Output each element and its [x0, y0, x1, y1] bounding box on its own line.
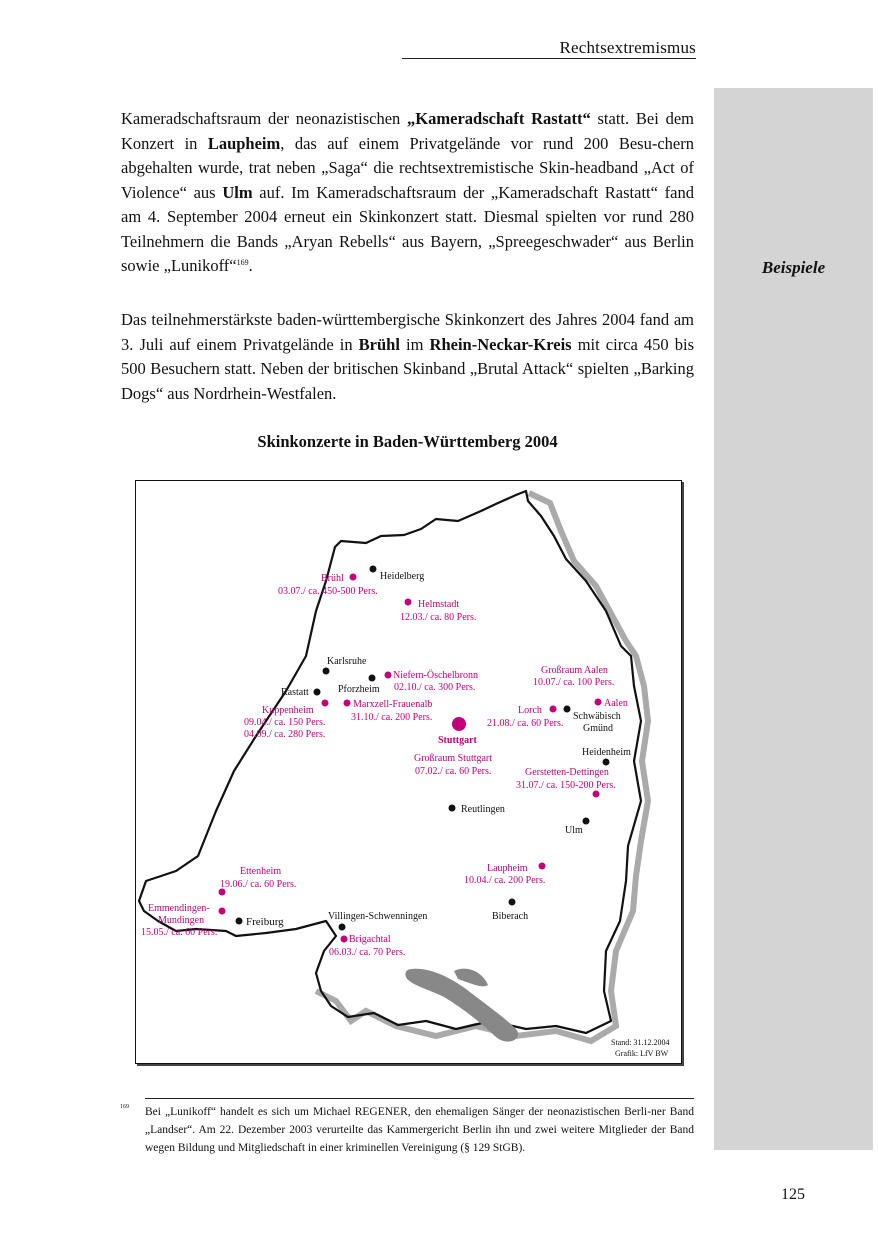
concert-info-gerstetten: 31.07./ ca. 150-200 Pers.: [516, 780, 616, 791]
bold-term: Laupheim: [207, 133, 281, 153]
city-label-rastatt: Rastatt: [281, 687, 309, 698]
concert-marker-emmendingen: [219, 908, 226, 915]
text-run: mit circa 450 bis 500 Besuchern statt. Neben der britischen Skinband „Brutal Attack“ spielten „Barking Dogs“ aus Nordrhein-Westfalen.: [121, 334, 695, 403]
concert-info-laupheim: 10.04./ ca. 200 Pers.: [464, 875, 546, 886]
concert-marker-aalen: [595, 699, 602, 706]
concert-info-helmstadt: 12.03./ ca. 80 Pers.: [400, 612, 477, 623]
footnote-reference[interactable]: 169: [236, 258, 249, 267]
city-marker-rastatt: [314, 689, 321, 696]
concert-label-grossraum-aalen: Großraum Aalen: [541, 665, 608, 676]
concert-label-bruehl: Brühl: [321, 573, 344, 584]
concert-marker-kuppenheim: [322, 700, 329, 707]
bold-term: Brühl: [358, 334, 400, 354]
text-run: auf. Im Kameradschaftsraum der „Kameradschaft Rastatt“ fand am 4. September 2004 erneut ein Skinkonzert statt. Diesmal spielten vor rund 280 Teilnehmern die Bands „Aryan Rebells“ aus Bayern, „Spreegeschwader“ aus Berlin sowie „Lunikoff“: [121, 182, 694, 275]
concert-info-niefern: 02.10./ ca. 300 Pers.: [394, 682, 476, 693]
concert-label-ettenheim: Ettenheim: [240, 866, 282, 877]
map-stand: Stand: 31.12.2004: [611, 1038, 670, 1047]
city-marker-biberach: [509, 899, 516, 906]
city-label-pforzheim: Pforzheim: [338, 684, 380, 695]
concert-area-stuttgart: Großraum Stuttgart: [414, 753, 493, 764]
text-run: statt. Bei dem Konzert in: [121, 109, 694, 153]
city-label-freiburg: Freiburg: [246, 916, 284, 928]
concert-label-emmendingen: Emmendingen-: [148, 903, 210, 914]
header-rule: [402, 58, 696, 59]
page-number: 125: [781, 1186, 805, 1203]
city-label-karlsruhe: Karlsruhe: [327, 656, 367, 667]
city-label-heidelberg: Heidelberg: [380, 571, 425, 582]
concert-marker-stuttgart: [452, 717, 466, 731]
concert-label-marxzell: Marxzell-Frauenalb: [353, 699, 433, 710]
text-run: .: [248, 256, 253, 275]
map-label-layer: [136, 481, 681, 1063]
concert-marker-laupheim: [539, 863, 546, 870]
map-credit: Grafik: LfV BW: [615, 1049, 669, 1058]
city-marker-heidenheim: [603, 759, 610, 766]
concert-label-mundingen: Mundingen: [158, 915, 205, 926]
city-marker-schwaebisch-gmuend: [564, 706, 571, 713]
city-marker-ulm: [583, 818, 590, 825]
map-figure: [135, 480, 682, 1064]
concert-marker-niefern: [385, 672, 392, 679]
paragraph-1: [121, 107, 694, 279]
bold-term: „Kameradschaft Rastatt“: [407, 109, 591, 128]
concert-marker-marxzell: [344, 700, 351, 707]
concert-label-gerstetten: Gerstetten-Dettingen: [525, 767, 609, 778]
bold-term: Rhein-Neckar-Kreis: [429, 334, 572, 354]
concert-info-brigachtal: 06.03./ ca. 70 Pers.: [329, 947, 406, 958]
figure-title: Skinkonzerte in Baden-Württemberg 2004: [257, 432, 558, 451]
footnote-mark: 169: [120, 1104, 129, 1110]
concert-marker-bruehl: [350, 574, 357, 581]
concert-label-lorch: Lorch: [518, 705, 542, 716]
footnote-rule: [145, 1098, 694, 1099]
city-marker-karlsruhe: [323, 668, 330, 675]
text-run: , das auf einem Privatgelände vor rund 200 Besu-chern abgehalten wurde, trat neben „Saga“ die rechtsextremistische Skin-headband „Act of Violence“ aus: [121, 133, 694, 202]
city-marker-heidelberg: [370, 566, 377, 573]
concert-marker-lorch: [550, 706, 557, 713]
concert-label-helmstadt: Helmstadt: [418, 599, 460, 610]
city-label-villingen: Villingen-Schwenningen: [328, 911, 428, 922]
city-marker-villingen: [339, 924, 346, 931]
city-marker-freiburg: [236, 918, 243, 925]
concert-label-laupheim: Laupheim: [487, 863, 528, 874]
concert-info-lorch: 21.08./ ca. 60 Pers.: [487, 718, 564, 729]
city-label-gmuend: Gmünd: [583, 723, 613, 734]
city-label-reutlingen: Reutlingen: [461, 804, 505, 815]
city-label-heidenheim: Heidenheim: [582, 747, 631, 758]
concert-marker-helmstadt: [405, 599, 412, 606]
concert-info-grossraum-aalen: 10.07./ ca. 100 Pers.: [533, 677, 615, 688]
city-marker-reutlingen: [449, 805, 456, 812]
city-label-biberach: Biberach: [492, 911, 529, 922]
concert-label-niefern: Niefern-Öschelbronn: [393, 670, 478, 681]
running-header: Rechtsextremismus: [559, 38, 696, 57]
text-run: im: [399, 334, 430, 354]
concert-label-stuttgart: Stuttgart: [438, 735, 477, 746]
city-marker-pforzheim: [369, 675, 376, 682]
text-run: Das teilnehmerstärkste baden-württembergische Skinkonzert des Jahres 2004 fand am 3. Juli auf einem Privatgelände in: [121, 310, 694, 354]
bold-term: Ulm: [222, 182, 253, 202]
concert-info-stuttgart: 07.02./ ca. 60 Pers.: [415, 766, 492, 777]
text-run: Kameradschaftsraum der neonazistischen: [121, 109, 408, 128]
concert-info-emmendingen: 15.05./ ca. 60 Pers.: [141, 927, 218, 938]
concert-info-kuppenheim-2: 04.09./ ca. 280 Pers.: [244, 729, 326, 740]
concert-info-marxzell: 31.10./ ca. 200 Pers.: [351, 712, 433, 723]
concert-info-ettenheim: 19.06./ ca. 60 Pers.: [220, 879, 297, 890]
sidebar-label: Beispiele: [761, 258, 826, 277]
concert-info-bruehl: 03.07./ ca. 450-500 Pers.: [278, 586, 378, 597]
concert-label-brigachtal: Brigachtal: [349, 934, 391, 945]
concert-info-kuppenheim-1: 09.04./ ca. 150 Pers.: [244, 717, 326, 728]
concert-label-aalen: Aalen: [604, 698, 628, 709]
margin-sidebar: [714, 88, 873, 1150]
concert-label-kuppenheim: Kuppenheim: [262, 705, 314, 716]
footnote-text: Bei „Lunikoff“ handelt es sich um Michael REGENER, den ehemaligen Sänger der neonazistischen Berli-ner Band „Landser“. Am 22. Dezember 2003 verurteilte das Kammergericht Berlin ihn und zwei weitere Mitglieder der Band wegen Bildung und Mitgliedschaft in einer kriminellen Vereinigung (§ 129 StGB).: [145, 1106, 694, 1154]
city-label-schwaebisch: Schwäbisch: [573, 711, 621, 722]
city-label-ulm: Ulm: [565, 825, 583, 836]
concert-marker-brigachtal: [341, 936, 348, 943]
concert-marker-gerstetten: [593, 791, 600, 798]
paragraph-2: [121, 308, 694, 406]
